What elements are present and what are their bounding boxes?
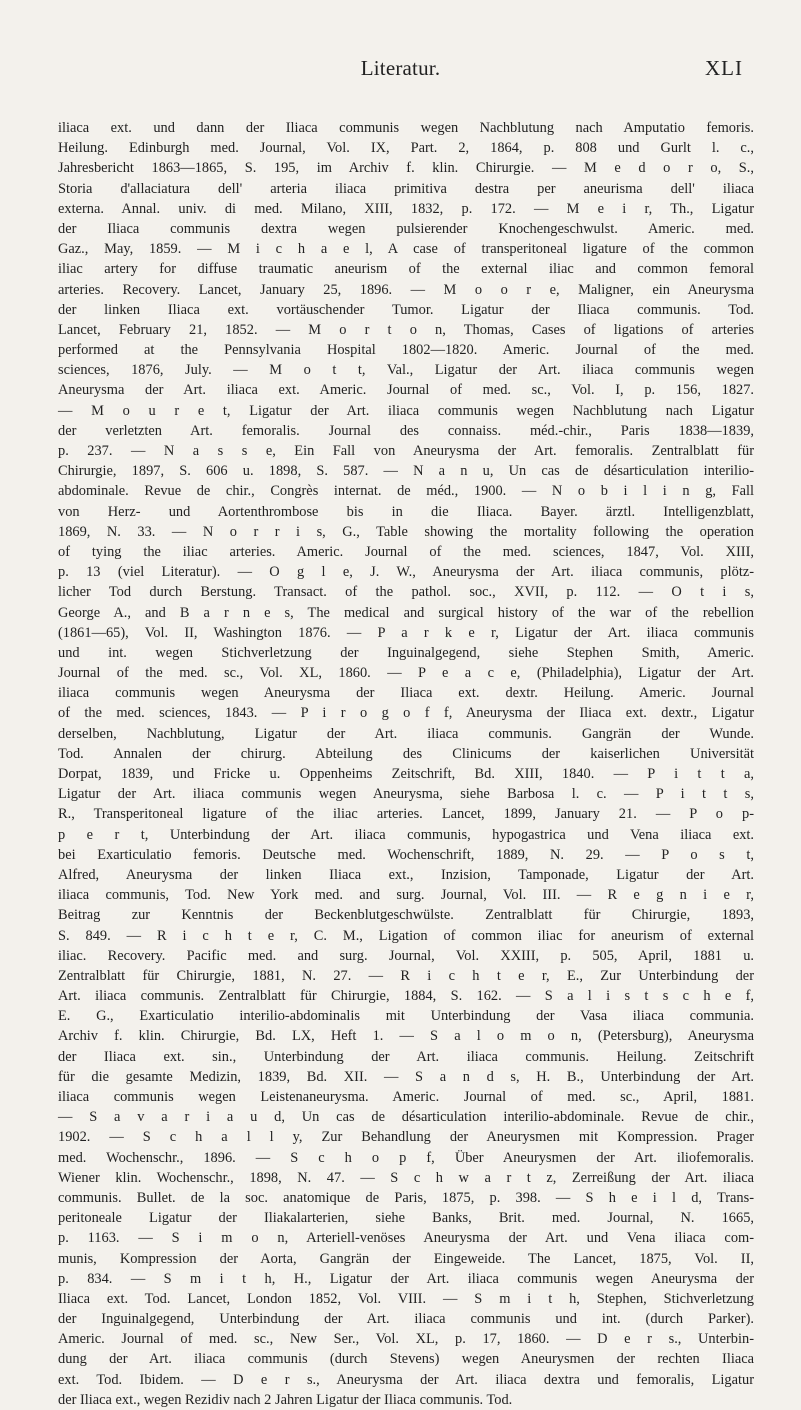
text-line: iliac. Recovery. Pacific med. and surg. Journal, Vol. XXIII, p. 505, April, 1881 u. xyxy=(58,947,754,964)
text-line: p e r t, Unterbindung der Art. iliaca communis, hypogastrica und Vena iliaca ext. xyxy=(58,826,754,843)
text-line: Americ. Journal of med. sc., New Ser., Vol. XL, p. 17, 1860. — D e r s., Unterbin- xyxy=(58,1331,754,1348)
text-line: ext. Tod. Ibidem. — D e r s., Aneurysma der Art. iliaca dextra und femoralis, Ligatur xyxy=(58,1371,754,1388)
text-line: Tod. Annalen der chirurg. Abteilung des Clinicums der kaiserlichen Universität xyxy=(58,745,754,762)
page-number: XLI xyxy=(705,56,743,80)
text-line: med. Wochenschr., 1896. — S c h o p f, Über Aneurysmen der Art. iliofemoralis. xyxy=(58,1149,754,1166)
running-head xyxy=(0,56,801,86)
text-line: für die gesamte Medizin, 1839, Bd. XII. — S a n d s, H. B., Unterbindung der Art. xyxy=(58,1068,754,1085)
text-line: Journal of the med. sc., Vol. XL, 1860. — P e a c e, (Philadelphia), Ligatur der Art. xyxy=(58,665,754,682)
text-line: performed at the Pennsylvania Hospital 1802—1820. Americ. Journal of the med. xyxy=(58,342,754,359)
text-line: Lancet, February 21, 1852. — M o r t o n, Thomas, Cases of ligations of arteries xyxy=(58,321,754,338)
text-line: der Iliaca ext., wegen Rezidiv nach 2 Jahren Ligatur der Iliaca communis. Tod. xyxy=(58,1391,513,1408)
text-line: dung der Art. iliaca communis (durch Stevens) wegen Aneurysmen der rechten Iliaca xyxy=(58,1351,754,1368)
text-line: der linken Iliaca ext. vortäuschender Tumor. Ligatur der Iliaca communis. Tod. xyxy=(58,301,754,318)
text-line: communis. Bullet. de la soc. anatomique de Paris, 1875, p. 398. — S h e i l d, Trans- xyxy=(58,1189,754,1206)
text-line: Iliaca ext. Tod. Lancet, London 1852, Vol. VIII. — S m i t h, Stephen, Stichverletzung xyxy=(58,1290,754,1307)
running-title: Literatur. xyxy=(360,56,441,80)
text-line: p. 834. — S m i t h, H., Ligatur der Art. iliaca communis wegen Aneurysma der xyxy=(58,1270,754,1287)
text-line: Aneurysma der Art. iliaca ext. Americ. Journal of med. sc., Vol. I, p. 156, 1827. xyxy=(58,382,754,399)
text-line: licher Tod durch Berstung. Transact. of the pathol. soc., XVII, p. 112. — O t i s, xyxy=(58,584,754,601)
text-line: Zentralblatt für Chirurgie, 1881, N. 27. — R i c h t e r, E., Zur Unterbindung der xyxy=(58,967,754,984)
text-line: R., Transperitoneal ligature of the iliac arteries. Lancet, 1899, January 21. — P o p- xyxy=(58,806,754,823)
text-line: Gaz., May, 1859. — M i c h a e l, A case of transperitoneal ligature of the common xyxy=(58,241,754,258)
text-line: peritoneale Ligatur der Iliakalarterien, siehe Banks, Brit. med. Journal, N. 1665, xyxy=(58,1210,754,1227)
text-line: S. 849. — R i c h t e r, C. M., Ligation of common iliac for aneurism of external xyxy=(58,927,754,944)
text-line: of tying the iliac arteries. Americ. Journal of the med. sciences, 1847, Vol. XIII, xyxy=(58,543,754,560)
text-line: der Iliaca communis dextra wegen pulsierender Knochengeschwulst. Americ. med. xyxy=(58,220,754,237)
text-line: iliaca communis wegen Leistenaneurysma. Americ. Journal of med. sc., April, 1881. xyxy=(58,1089,754,1105)
text-line: iliac artery for diffuse traumatic aneurism of the external iliac and common femoral xyxy=(58,261,754,278)
text-line: munis, Kompression der Aorta, Gangrän der Eingeweide. The Lancet, 1875, Vol. II, xyxy=(58,1250,754,1267)
text-line: E. G., Exarticulatio interilio-abdominalis mit Unterbindung der Vasa iliaca communia. xyxy=(58,1008,754,1025)
text-line: externa. Annal. univ. di med. Milano, XIII, 1832, p. 172. — M e i r, Th., Ligatur xyxy=(58,200,754,217)
text-line: Storia d'allaciatura dell' arteria iliaca primitiva destra per aneurisma dell' iliaca xyxy=(58,180,754,197)
text-line: von Herz- und Aortenthrombose bis in die Iliaca. Bayer. ärztl. Intelligenzblatt, xyxy=(58,503,754,520)
text-line: Heilung. Edinburgh med. Journal, Vol. IX, Part. 2, 1864, p. 808 und Gurlt l. c., xyxy=(58,140,754,157)
text-line: derselben, Nachblutung, Ligatur der Art. iliaca communis. Gangrän der Wunde. xyxy=(58,725,754,742)
text-line: iliaca communis, Tod. New York med. and surg. Journal, Vol. III. — R e g n i e r, xyxy=(58,887,754,904)
text-line: Alfred, Aneurysma der linken Iliaca ext., Inzision, Tamponade, Ligatur der Art. xyxy=(58,866,754,883)
text-line: p. 13 (viel Literatur). — O g l e, J. W., Aneurysma der Art. iliaca communis, plötz- xyxy=(58,564,754,581)
text-line: of the med. sciences, 1843. — P i r o g o f f, Aneurysma der Iliaca ext. dextr., Ligatur xyxy=(58,705,754,722)
text-line: Art. iliaca communis. Zentralblatt für Chirurgie, 1884, S. 162. — S a l i s t s c h e f, xyxy=(58,988,754,1005)
text-line: bei Exarticulatio femoris. Deutsche med. Wochenschrift, 1889, N. 29. — P o s t, xyxy=(58,846,754,863)
text-line: George A., and B a r n e s, The medical and surgical history of the war of the rebellion xyxy=(58,604,754,621)
text-line: arteries. Recovery. Lancet, January 25, 1896. — M o o r e, Maligner, ein Aneurysma xyxy=(58,281,754,298)
text-line: p. 237. — N a s s e, Ein Fall von Aneurysma der Art. femoralis. Zentralblatt für xyxy=(58,443,754,459)
text-line: 1902. — S c h a l l y, Zur Behandlung der Aneurysmen mit Kompression. Prager xyxy=(58,1129,754,1146)
text-line: Archiv f. klin. Chirurgie, Bd. LX, Heft 1. — S a l o m o n, (Petersburg), Aneurysma xyxy=(58,1028,754,1045)
text-line: abdominale. Revue de chir., Congrès internat. de méd., 1900. — N o b i l i n g, Fall xyxy=(58,483,754,500)
text-line: 1869, N. 33. — N o r r i s, G., Table showing the mortality following the operation xyxy=(58,523,754,540)
text-line: iliaca communis wegen Aneurysma der Iliaca ext. dextr. Heilung. Americ. Journal xyxy=(58,685,754,702)
text-line: (1861—65), Vol. II, Washington 1876. — P a r k e r, Ligatur der Art. iliaca communis xyxy=(58,624,754,641)
text-line: Chirurgie, 1897, S. 606 u. 1898, S. 587. — N a n u, Un cas de désarticulation interilio- xyxy=(58,463,754,480)
text-line: Dorpat, 1839, und Fricke u. Oppenheims Zeitschrift, Bd. XIII, 1840. — P i t t a, xyxy=(58,766,754,782)
text-line: Wiener klin. Wochenschr., 1898, N. 47. — S c h w a r t z, Zerreißung der Art. iliaca xyxy=(58,1169,754,1186)
text-line: — S a v a r i a u d, Un cas de désarticulation interilio-abdominale. Revue de chir., xyxy=(58,1109,754,1126)
text-line: — M o u r e t, Ligatur der Art. iliaca communis wegen Nachblutung nach Ligatur xyxy=(58,402,754,419)
text-line: sciences, 1876, July. — M o t t, Val., Ligatur der Art. iliaca communis wegen xyxy=(58,362,754,379)
text-line: Ligatur der Art. iliaca communis wegen Aneurysma, siehe Barbosa l. c. — P i t t s, xyxy=(58,786,754,803)
text-line: Beitrag zur Kenntnis der Beckenblutgeschwülste. Zentralblatt für Chirurgie, 1893, xyxy=(58,907,754,924)
text-line: der verletzten Art. femoralis. Journal des connaiss. méd.-chir., Paris 1838—1839, xyxy=(58,422,754,439)
text-line: und int. wegen Stichverletzung der Inguinalgegend, siehe Stephen Smith, Americ. xyxy=(58,644,754,661)
text-line: Jahresbericht 1863—1865, S. 195, im Archiv f. klin. Chirurgie. — M e d o r o, S., xyxy=(58,160,754,177)
text-line: der Inguinalgegend, Unterbindung der Art. iliaca communis und int. (durch Parker). xyxy=(58,1311,754,1328)
bibliography-text xyxy=(58,118,754,1410)
text-line: iliaca ext. und dann der Iliaca communis wegen Nachblutung nach Amputatio femoris. xyxy=(58,120,754,136)
text-line: p. 1163. — S i m o n, Arteriell-venöses Aneurysma der Art. und Vena iliaca com- xyxy=(58,1230,754,1247)
text-line: der Iliaca ext. sin., Unterbindung der Art. iliaca communis. Heilung. Zeitschrift xyxy=(58,1048,754,1065)
